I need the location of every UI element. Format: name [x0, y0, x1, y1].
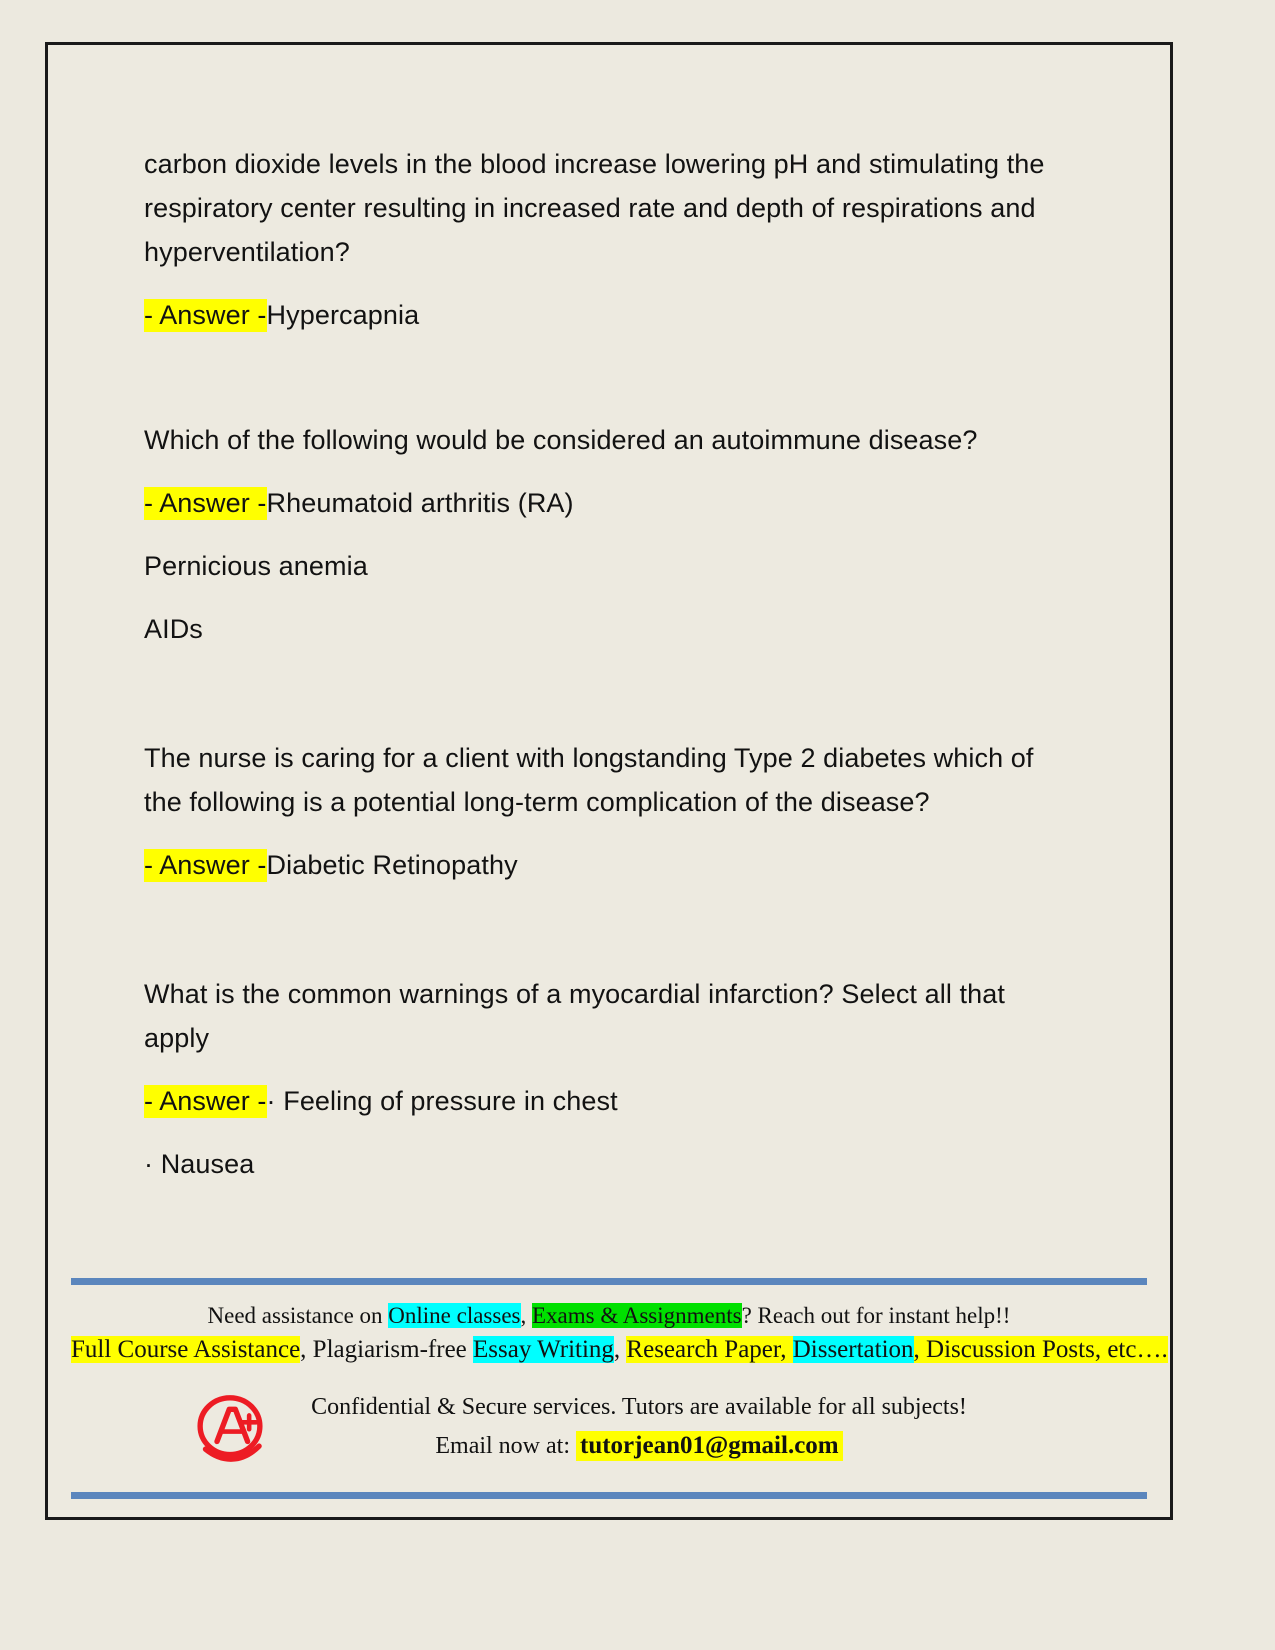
answer-marker: - Answer - [144, 300, 267, 330]
answer-paragraph [144, 1079, 1074, 1123]
footer-email-address[interactable]: tutorjean01@gmail.com [576, 1431, 843, 1461]
a-plus-logo [191, 1394, 269, 1466]
document-body [144, 142, 1074, 1205]
answer-marker: - Answer - [144, 1086, 267, 1116]
footer-email-label: Email now at: [435, 1433, 576, 1459]
footer-discussion-posts: , Discussion Posts, etc…. [913, 1336, 1168, 1363]
footer-essay-writing: Essay Writing [473, 1336, 614, 1363]
footer-line-1 [71, 1299, 1147, 1332]
footer-full-course-assistance: Full Course Assistance [71, 1336, 301, 1363]
option-paragraph: AIDs [144, 614, 203, 644]
footer-divider-top [71, 1278, 1147, 1285]
footer-online-classes: Online classes [388, 1303, 521, 1328]
footer-line-2 [71, 1332, 1168, 1368]
footer-exams-assignments: Exams & Assignments [532, 1303, 742, 1328]
answer-paragraph [144, 293, 1074, 337]
option-paragraph: · Nausea [144, 1149, 255, 1179]
question-paragraph: What is the common warnings of a myocardial infarction? Select all that apply [144, 979, 1005, 1053]
footer-line1-post: ? Reach out for instant help!! [741, 1303, 1011, 1328]
footer-line2-sep1: , Plagiarism-free [300, 1336, 474, 1363]
answer-marker: - Answer - [144, 850, 267, 880]
footer-divider-bottom [71, 1492, 1147, 1499]
question-paragraph: carbon dioxide levels in the blood increase lowering pH and stimulating the respiratory center resulting in increased rate and depth of respirations and hyperventilation? [144, 149, 1045, 267]
answer-text: Hypercapnia [266, 300, 420, 330]
footer-line1-mid: , [520, 1303, 532, 1328]
section-spacer [144, 670, 1074, 736]
section-spacer [144, 356, 1074, 418]
footer-promo [71, 1299, 1168, 1368]
footer-line-3: Confidential & Secure services. Tutors are available for all subjects! [311, 1394, 967, 1420]
question-paragraph: Which of the following would be considered an autoimmune disease? [144, 425, 978, 455]
footer-line-4 [131, 1426, 1147, 1466]
answer-text: Diabetic Retinopathy [266, 850, 518, 880]
page-footer [71, 1278, 1168, 1499]
answer-paragraph [144, 481, 1074, 525]
page-sheet [45, 42, 1173, 1520]
footer-contact-row [71, 1388, 1147, 1480]
footer-line1-pre: Need assistance on [207, 1303, 389, 1328]
answer-text: · Feeling of pressure in chest [266, 1086, 618, 1116]
option-paragraph: Pernicious anemia [144, 551, 368, 581]
section-spacer [144, 906, 1074, 972]
footer-research-paper: Research Paper, [626, 1336, 793, 1363]
footer-dissertation: Dissertation [792, 1336, 914, 1363]
answer-text: Rheumatoid arthritis (RA) [266, 488, 574, 518]
question-paragraph: The nurse is caring for a client with longstanding Type 2 diabetes which of the following is a potential long-term complication of the disease? [144, 743, 1034, 817]
answer-paragraph [144, 843, 1074, 887]
answer-marker: - Answer - [144, 488, 267, 518]
footer-line2-sep2: , [613, 1336, 627, 1363]
